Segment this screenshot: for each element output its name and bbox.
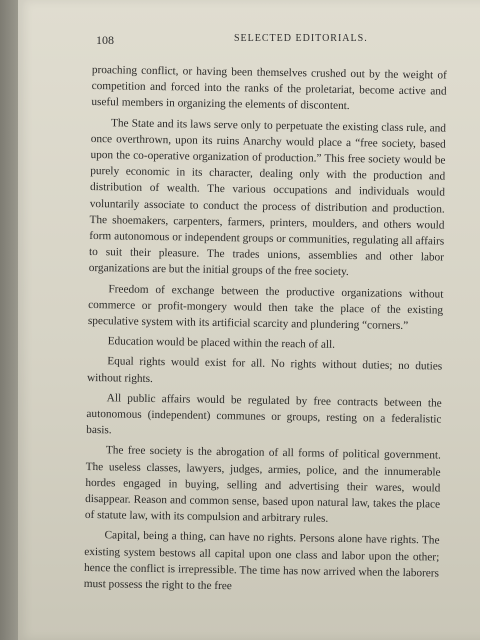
page-number: 108	[96, 33, 114, 47]
paragraph: All public affairs would be regulated by free contracts between the autonomous (independent) communes or groups, resting on a federalistic basis.	[86, 392, 442, 437]
paragraph: Capital, being a thing, can have no rights. Persons alone have rights. The existing system bestows all capital upon one class and labor upon the other; hence the conflict is irrepressible. The time has now arrived when the laborers must possess the right to the free	[83, 529, 440, 593]
book-gutter	[0, 0, 18, 640]
running-title: SELECTED EDITORIALS.	[234, 33, 368, 44]
paragraph: The State and its laws serve only to perpetuate the existing class rule, and once overthrown, upon its ruins Anarchy would place a “free society, based upon the co-operative organization of production.” This free society would be purely economic in its character, dealing only with the production and distribution of wealth. The various occupations and individuals would voluntarily associate to conduct the process of distribution and production. The shoemakers, carpenters, farmers, printers, moulders, and others would form autonomous or independent groups or communities, regulating all affairs to suit their pleasure. The trades unions, assemblies and other labor organizations are but the initial groups of the free society.	[88, 116, 447, 279]
paragraph: Freedom of exchange between the productive organizations without commerce or profit-mongery would then take the place of the existing speculative system with its artificial scarcity and plundering “corners.”	[87, 282, 444, 333]
paragraph: The free society is the abrogation of all forms of political government. The useless classes, lawyers, judges, armies, police, and the innumerable hordes engaged in buying, selling and advertising their wares, would disappear. Reason and common sense, based upon natural law, takes the place of statute law, with its compulsion and arbitrary rules.	[84, 444, 441, 526]
page-body	[84, 62, 447, 602]
paragraph: proaching conflict, or having been themselves crushed out by the weight of competition and forced into the ranks of the proletariat, become active and useful members in organizing the elements of discontent.	[91, 63, 447, 113]
paragraph: Equal rights would exist for all. No rights without duties; no duties without rights.	[86, 355, 443, 385]
paragraph: Education would be placed within the reach of all.	[107, 335, 336, 352]
